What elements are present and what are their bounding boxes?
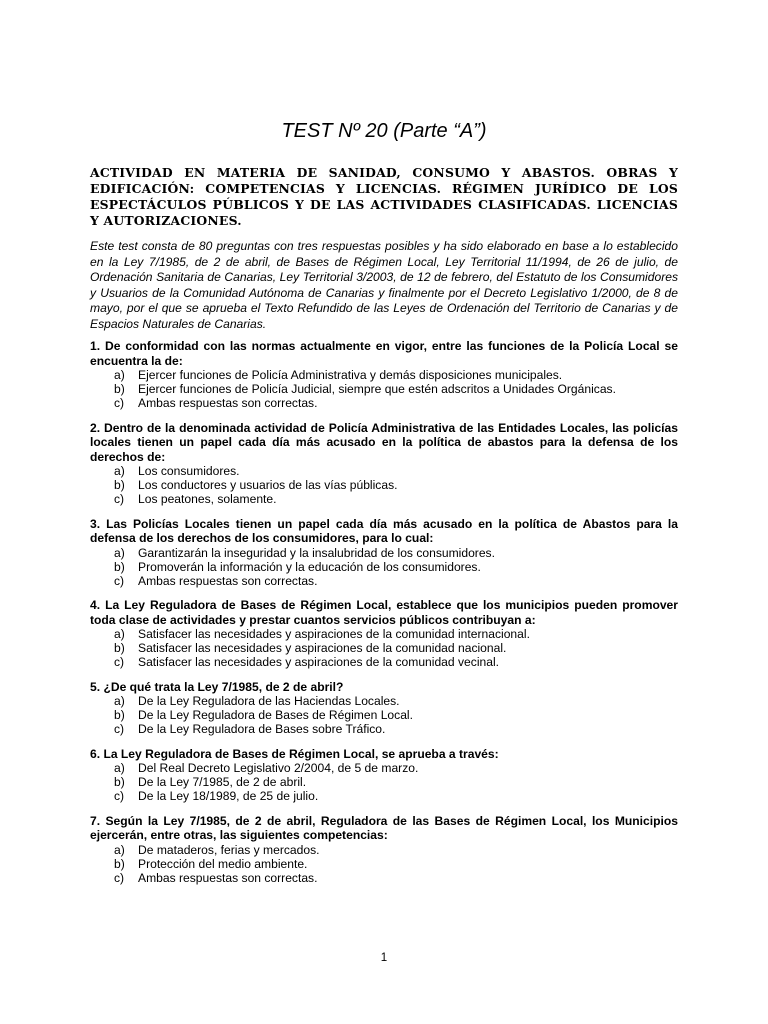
option-letter: b) <box>114 708 125 722</box>
answer-option <box>114 775 678 789</box>
option-letter: a) <box>114 842 125 857</box>
option-letter: c) <box>114 396 125 410</box>
question-3 <box>90 517 678 588</box>
option-text: Del Real Decreto Legislativo 2/2004, de 5 de marzo. <box>138 761 419 775</box>
option-letter: a) <box>114 694 125 708</box>
question-text: 1. De conformidad con las normas actualmente en vigor, entre las funciones de la Policía Local se encuentra la de: <box>90 339 678 368</box>
question-2 <box>90 421 678 507</box>
question-1 <box>90 339 678 410</box>
answer-options <box>90 546 678 588</box>
answer-option <box>114 871 678 885</box>
option-letter: b) <box>114 641 125 655</box>
intro-paragraph: Este test consta de 80 preguntas con tres respuestas posibles y ha sido elaborado en base a lo establecido en la Ley 7/1985, de 2 de abril, de Bases de Régimen Local, Ley Territorial 11/1994, de 26 de julio, de Ordenación Sanitaria de Canarias, Ley Territorial 3/2003, de 12 de febrero, del Estatuto de los Consumidores y Usuarios de la Comunidad Autónoma de Canarias y finalmente por el Decreto Legislativo 1/2000, de 8 de mayo, por el que se aprueba el Texto Refundido de las Leyes de Ordenación del Territorio de Canarias y de Espacios Naturales de Canarias. <box>90 239 678 331</box>
option-text: Protección del medio ambiente. <box>138 856 308 871</box>
section-heading: ACTIVIDAD EN MATERIA DE SANIDAD, CONSUMO Y ABASTOS. OBRAS Y EDIFICACIÓN: COMPETENCIAS Y LICENCIAS. RÉGIMEN JURÍDICO DE LOS ESPECTÁCULOS PÚBLICOS Y DE LAS ACTIVIDADES CLASIFICADAS. LICENCIAS Y AUTORIZACIONES. <box>90 165 678 228</box>
option-text: Ejercer funciones de Policía Judicial, siempre que estén adscritos a Unidades Orgánicas. <box>138 382 616 396</box>
answer-option <box>114 641 678 655</box>
question-text: 2. Dentro de la denominada actividad de Policía Administrativa de las Entidades Locales, las policías locales tienen un papel cada día más acusado en la política de abastos para la defensa de los derechos de: <box>90 420 678 464</box>
answer-option <box>114 627 678 641</box>
option-text: Ambas respuestas son correctas. <box>138 870 318 885</box>
option-letter: b) <box>114 856 125 871</box>
answer-option <box>114 560 678 574</box>
option-text: De la Ley 7/1985, de 2 de abril. <box>138 775 307 789</box>
answer-option <box>114 857 678 871</box>
page-number: 1 <box>380 952 388 964</box>
option-text: Ambas respuestas son correctas. <box>138 396 318 410</box>
option-text: De la Ley 18/1989, de 25 de julio. <box>138 789 319 803</box>
answer-option <box>114 761 678 775</box>
question-text: 5. ¿De qué trata la Ley 7/1985, de 2 de abril? <box>90 679 344 694</box>
answer-option <box>114 574 678 588</box>
option-letter: a) <box>114 627 125 641</box>
answer-option <box>114 708 678 722</box>
question-6 <box>90 747 678 804</box>
question-text: 6. La Ley Reguladora de Bases de Régimen Local, se aprueba a través: <box>90 746 499 761</box>
answer-option <box>114 492 678 506</box>
option-text: De la Ley Reguladora de las Haciendas Locales. <box>138 694 400 708</box>
option-letter: c) <box>114 655 125 669</box>
option-letter: a) <box>114 464 125 478</box>
option-text: De mataderos, ferias y mercados. <box>138 842 320 857</box>
option-text: Promoverán la información y la educación de los consumidores. <box>138 559 481 574</box>
question-text: 3. Las Policías Locales tienen un papel cada día más acusado en la política de Abastos para la defensa de los derechos de los consumidores, para lo cual: <box>90 516 678 545</box>
option-letter: b) <box>114 478 125 492</box>
answer-option <box>114 478 678 492</box>
answer-options <box>90 761 678 803</box>
answer-option <box>114 382 678 396</box>
option-text: Los consumidores. <box>138 464 240 478</box>
option-letter: c) <box>114 722 125 736</box>
answer-options <box>90 694 678 736</box>
answer-options <box>90 464 678 506</box>
option-letter: a) <box>114 545 125 560</box>
option-text: De la Ley Reguladora de Bases sobre Tráfico. <box>138 722 386 736</box>
answer-option <box>114 464 678 478</box>
question-text: 7. Según la Ley 7/1985, de 2 de abril, Reguladora de las Bases de Régimen Local, los Municipios ejercerán, entre otras, las siguientes competencias: <box>90 813 678 842</box>
answer-option <box>114 396 678 410</box>
option-text: Satisfacer las necesidades y aspiraciones de la comunidad internacional. <box>138 627 530 641</box>
option-text: Satisfacer las necesidades y aspiraciones de la comunidad nacional. <box>138 641 507 655</box>
option-letter: c) <box>114 789 125 803</box>
option-text: Los peatones, solamente. <box>138 492 277 506</box>
option-text: Los conductores y usuarios de las vías públicas. <box>138 478 398 492</box>
option-letter: c) <box>114 870 125 885</box>
question-7 <box>90 814 678 885</box>
answer-option <box>114 368 678 382</box>
answer-options <box>90 843 678 885</box>
option-text: Satisfacer las necesidades y aspiraciones de la comunidad vecinal. <box>138 655 499 669</box>
answer-option <box>114 694 678 708</box>
option-text: Ambas respuestas son correctas. <box>138 573 318 588</box>
option-letter: c) <box>114 573 125 588</box>
option-letter: a) <box>114 368 125 382</box>
question-text: 4. La Ley Reguladora de Bases de Régimen Local, establece que los municipios pueden promover toda clase de actividades y prestar cuantos servicios públicos contribuyan a: <box>90 598 678 627</box>
answer-options <box>90 368 678 410</box>
option-letter: b) <box>114 559 125 574</box>
answer-options <box>90 627 678 669</box>
question-4 <box>90 598 678 669</box>
answer-option <box>114 843 678 857</box>
option-text: Garantizarán la inseguridad y la insalubridad de los consumidores. <box>138 545 495 560</box>
question-5 <box>90 680 678 737</box>
option-letter: a) <box>114 761 125 775</box>
answer-option <box>114 546 678 560</box>
answer-option <box>114 722 678 736</box>
option-letter: b) <box>114 382 125 396</box>
answer-option <box>114 789 678 803</box>
option-text: De la Ley Reguladora de Bases de Régimen Local. <box>138 708 413 722</box>
answer-option <box>114 655 678 669</box>
option-text: Ejercer funciones de Policía Administrativa y demás disposiciones municipales. <box>138 368 563 382</box>
page-title: TEST Nº 20 (Parte “A”) <box>281 120 487 142</box>
option-letter: b) <box>114 775 125 789</box>
option-letter: c) <box>114 492 125 506</box>
question-list <box>90 339 678 895</box>
